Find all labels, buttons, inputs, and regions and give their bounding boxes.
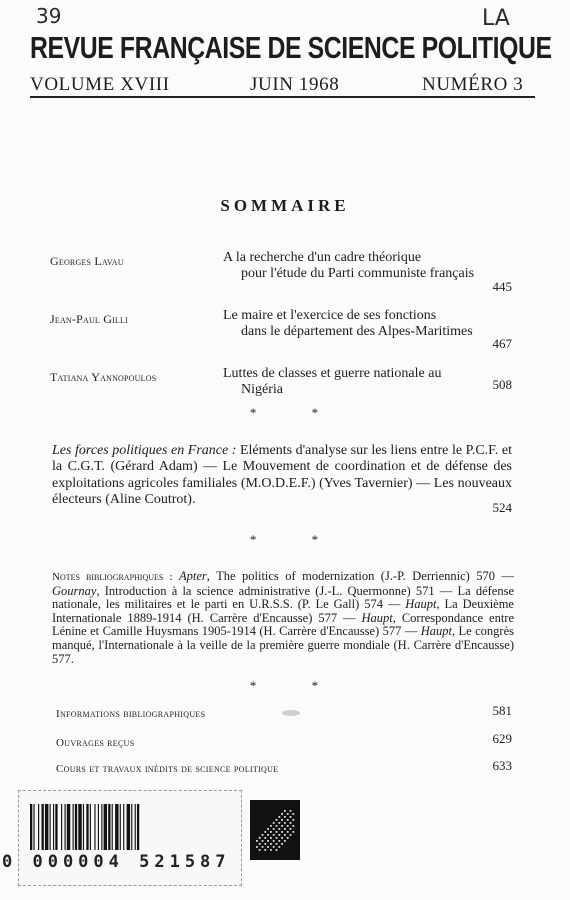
forces-politiques-entry: Les forces politiques en France : Eléments d'analyse sur les liens entre le P.C.F. et la C.G.T. (Gérard Adam) — Le Mouvement de coordination et de défense des exploitations agricoles familiales (M.O.D.E.F.) (Yves Tavernier) — Les nouveaux électeurs (Aline Coutrot). <box>52 443 512 508</box>
library-stamp-icon <box>250 800 300 860</box>
section-label: Cours et travaux inédits de science politique <box>56 763 279 775</box>
issue-date: JUIN 1968 <box>250 74 340 95</box>
header-rule <box>30 96 535 98</box>
article-page: 467 <box>492 336 512 351</box>
journal-title: REVUE FRANÇAISE DE SCIENCE POLITIQUE <box>30 30 552 65</box>
article-page: 508 <box>492 377 512 392</box>
issue-number: NUMÉRO 3 <box>422 74 524 95</box>
article-page: 445 <box>492 279 512 294</box>
sommaire-heading: SOMMAIRE <box>220 196 350 215</box>
barcode-number: 0 000004 521587 <box>2 852 231 872</box>
handwritten-mark-left: 39 <box>36 4 62 28</box>
barcode-icon <box>30 804 230 850</box>
section-page: 629 <box>492 731 512 746</box>
article-author: Tatiana Yannopoulos <box>50 370 157 384</box>
separator-stars: * * <box>249 532 345 547</box>
article-title: Le maire et l'exercice de ses fonctions dans le département des Alpes-Maritimes <box>223 308 473 339</box>
notes-bibliographiques: Notes bibliographiques : Apter, The politics of modernization (J.-P. Derriennic) 570 — Gournay, Introduction à la science administrative (J.-L. Quermonne) 571 — La défense nationale, les militaires et le parti en U.R.S.S. (P. Le Gall) 574 — Haupt, La Deuxième Internationale 1889-1914 (H. Carrère d'Encausse) 577 — Haupt, Correspondance entre Lénine et Camille Huysmans 1905-1914 (H. Carrère d'Encausse) 577 — Haupt, Le congrès manqué, l'Internationale à la veille de la première guerre mondiale (H. Carrère d'Encausse) 577. <box>52 569 515 666</box>
article-title: Luttes de classes et guerre nationale au Nigéria <box>223 366 442 397</box>
section-page: 581 <box>492 703 512 718</box>
section-page: 633 <box>492 758 512 773</box>
article-author: Jean-Paul Gilli <box>50 312 128 326</box>
article-author: Georges Lavau <box>50 254 124 268</box>
forces-page: 524 <box>492 500 512 515</box>
section-label: Ouvrages reçus <box>56 737 135 749</box>
ink-smudge <box>282 710 300 716</box>
section-label: Informations bibliographiques <box>56 708 206 720</box>
separator-stars: * * <box>249 405 345 420</box>
handwritten-mark-right: LA <box>482 6 510 31</box>
volume-label: VOLUME XVIII <box>30 74 170 95</box>
article-title: A la recherche d'un cadre théorique pour l'étude du Parti communiste français <box>223 250 475 281</box>
separator-stars: * * <box>249 678 345 693</box>
